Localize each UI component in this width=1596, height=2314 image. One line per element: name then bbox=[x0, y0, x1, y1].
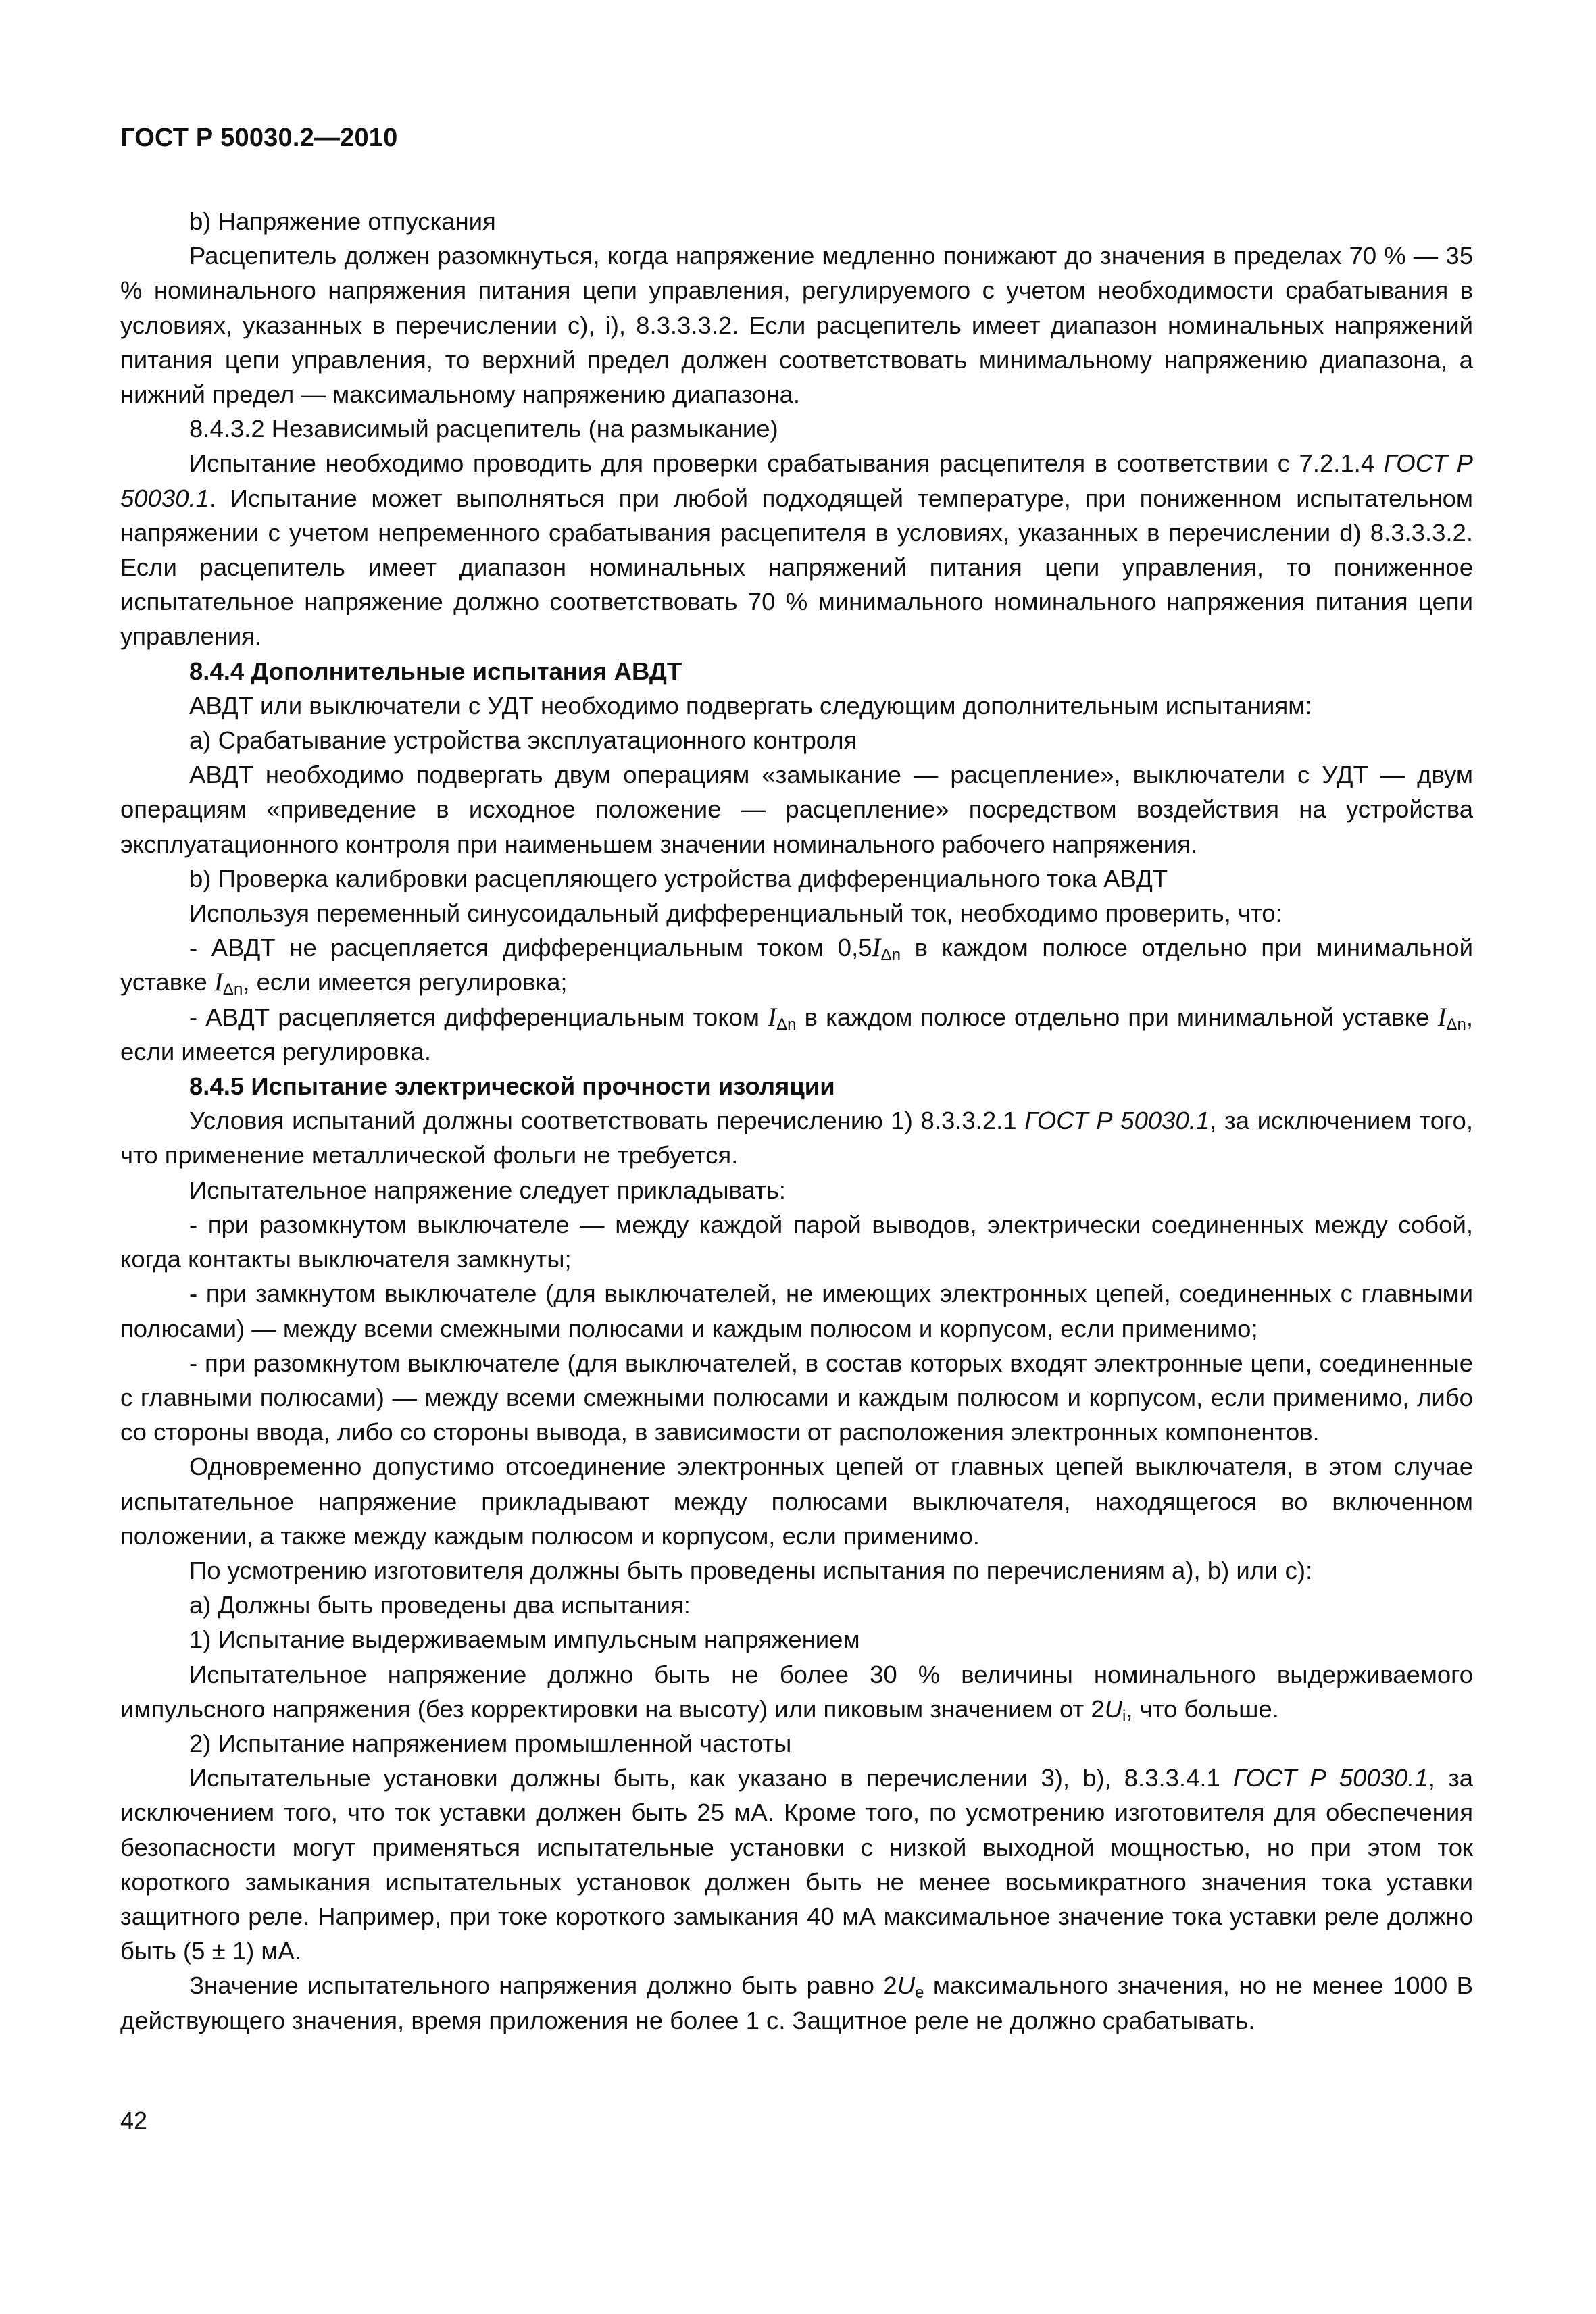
body-paragraph bbox=[120, 757, 1473, 861]
italic-text: ГОСТ Р 50030.1 bbox=[120, 449, 1474, 512]
italic-text: ГОСТ Р 50030.1 bbox=[1024, 1107, 1210, 1135]
page-number: 42 bbox=[120, 2107, 148, 2134]
subscript: Δn bbox=[222, 980, 243, 999]
body-paragraph bbox=[120, 930, 1473, 999]
body-paragraph bbox=[120, 1346, 1473, 1450]
body-paragraph bbox=[120, 1657, 1473, 1726]
text-run: Испытательное напряжение должно быть не более 30 % величины номинального выдерживаемого импульсного напряжения (без корректировки на высоту) или пиковым значением от 2 bbox=[120, 1660, 1473, 1723]
text-run: - при замкнутом выключателе (для выключателей, не имеющих электронных цепей, соединенных с главными полюсами) — между всеми смежными полюсами и каждым полюсом и корпусом, если применимо; bbox=[120, 1280, 1473, 1342]
body-paragraph bbox=[120, 1622, 1473, 1657]
text-run: Одновременно допустимо отсоединение электронных цепей от главных цепей выключателя, в этом случае испытательное напряжение прикладывают между полюсами выключателя, находящегося во включенном положении, а также между каждым полюсом и корпусом, если применимо. bbox=[120, 1453, 1473, 1550]
text-run: 1) Испытание выдерживаемым импульсным напряжением bbox=[189, 1626, 860, 1654]
subscript: Δn bbox=[776, 1015, 797, 1034]
text-run: , если имеется регулировка; bbox=[243, 968, 568, 997]
text-run: Используя переменный синусоидальный дифференциальный ток, необходимо проверить, что: bbox=[189, 899, 1282, 928]
text-run: Расцепитель должен разомкнуться, когда напряжение медленно понижают до значения в пределах 70 % — 35 % номинального напряжения питания цепи управления, регулируемого с учетом необходимости срабатывания в условиях, указанных в перечислении с), i), 8.3.3.3.2. Если расцепитель имеет диапазон номинальных напряжений питания цепи управления, то верхний предел должен соответствовать минимальному напряжению диапазона, а нижний предел — максимальному напряжению диапазона. bbox=[120, 242, 1473, 409]
page-body bbox=[120, 204, 1473, 2038]
text-run: b) Напряжение отпускания bbox=[189, 207, 496, 235]
text-run: - АВДТ расцепляется дифференциальным током bbox=[189, 1003, 768, 1031]
text-run: Испытательные установки должны быть, как указано в перечислении 3), b), 8.3.3.4.1 bbox=[189, 1764, 1233, 1792]
text-run: а) Должны быть проведены два испытания: bbox=[189, 1591, 691, 1619]
body-paragraph bbox=[120, 1726, 1473, 1761]
body-paragraph bbox=[120, 1553, 1473, 1588]
body-paragraph bbox=[120, 1000, 1473, 1069]
text-run: 8.4.4 Дополнительные испытания АВДТ bbox=[189, 657, 682, 685]
body-paragraph bbox=[120, 1173, 1473, 1207]
body-paragraph bbox=[120, 896, 1473, 930]
body-paragraph bbox=[120, 1103, 1473, 1172]
text-run: в каждом полюсе отдельно при минимальной уставке bbox=[120, 934, 1474, 997]
math-symbol: I bbox=[214, 967, 223, 997]
text-run: максимального значения, но не менее 1000 В действующего значения, время приложения не более 1 с. Защитное реле не должно срабатывать. bbox=[120, 1971, 1473, 2034]
text-run: 8.4.3.2 Независимый расцепитель (на размыкание) bbox=[189, 415, 778, 443]
math-symbol: I bbox=[768, 1002, 777, 1032]
body-paragraph bbox=[120, 861, 1473, 896]
subscript: i bbox=[1122, 1707, 1126, 1726]
text-run: АВДТ или выключатели с УДТ необходимо подвергать следующим дополнительным испытаниям: bbox=[189, 691, 1312, 720]
italic-text: ГОСТ Р 50030.1 bbox=[1232, 1764, 1428, 1792]
math-symbol: I bbox=[872, 933, 881, 963]
text-run: , за исключением того, что применение металлической фольги не требуется. bbox=[120, 1107, 1474, 1169]
text-run: . Испытание может выполняться при любой подходящей температуре, при пониженном испытательном напряжении с учетом непременного срабатывания расцепителя в условиях, указанных в перечислении d) 8.3.3.3.2. Если расцепитель имеет диапазон номинальных напряжений питания цепи управления, то пониженное испытательное напряжение должно соответствовать 70 % минимального номинального напряжения питания цепи управления. bbox=[120, 484, 1473, 651]
text-run: , если имеется регулировка. bbox=[120, 1003, 1473, 1065]
italic-text: U bbox=[897, 1971, 916, 2000]
text-run: Испытательное напряжение следует прикладывать: bbox=[189, 1176, 786, 1204]
text-run: 8.4.5 Испытание электрической прочности изоляции bbox=[189, 1072, 835, 1101]
document-header: ГОСТ Р 50030.2—2010 bbox=[120, 124, 398, 152]
body-paragraph bbox=[120, 1276, 1473, 1345]
subscript: Δn bbox=[1446, 1015, 1466, 1034]
text-run: в каждом полюсе отдельно при минимальной уставке bbox=[796, 1003, 1438, 1031]
text-run: а) Срабатывание устройства эксплуатационного контроля bbox=[189, 726, 857, 755]
section-heading bbox=[120, 1069, 1473, 1103]
body-paragraph bbox=[120, 1588, 1473, 1622]
math-symbol: I bbox=[1437, 1002, 1447, 1032]
subscript: e bbox=[915, 1984, 924, 2003]
section-heading bbox=[120, 654, 1473, 688]
text-run: , что больше. bbox=[1126, 1694, 1279, 1723]
text-run: По усмотрению изготовителя должны быть проведены испытания по перечислениям а), b) или с): bbox=[189, 1556, 1313, 1584]
body-paragraph bbox=[120, 723, 1473, 757]
text-run: - при разомкнутом выключателе — между каждой парой выводов, электрически соединенных между собой, когда контакты выключателя замкнуты; bbox=[120, 1210, 1473, 1274]
body-paragraph bbox=[120, 688, 1473, 723]
body-paragraph bbox=[120, 238, 1473, 411]
text-run: Испытание необходимо проводить для проверки срабатывания расцепителя в соответствии с 7.2.1.4 bbox=[189, 449, 1384, 478]
text-run: Условия испытаний должны соответствовать перечислению 1) 8.3.3.2.1 bbox=[189, 1107, 1025, 1135]
italic-text: U bbox=[1104, 1694, 1123, 1723]
text-run: 2) Испытание напряжением промышленной частоты bbox=[189, 1729, 792, 1757]
body-paragraph bbox=[120, 1449, 1473, 1553]
body-paragraph bbox=[120, 1761, 1473, 1968]
text-run: , за исключением того, что ток уставки должен быть 25 мА. Кроме того, по усмотрению изготовителя для обеспечения безопасности могут применяться испытательные установки с низкой выходной мощностью, но при этом ток короткого замыкания испытательных установок должен быть не менее восьмикратного значения тока уставки защитного реле. Например, при токе короткого замыкания 40 мА максимальное значение тока уставки реле должно быть (5 ± 1) мА. bbox=[120, 1764, 1473, 1965]
text-run: - при разомкнутом выключателе (для выключателей, в состав которых входят электронные цепи, соединенные с главными полюсами) — между всеми смежными полюсами и каждым полюсом и корпусом, если применимо, либо со стороны ввода, либо со стороны вывода, в зависимости от расположения электронных компонентов. bbox=[120, 1349, 1473, 1447]
text-run: АВДТ необходимо подвергать двум операциям «замыкание — расцепление», выключатели с УДТ — двум операциям «приведение в исходное положение — расцепление» посредством воздействия на устройства эксплуатационного контроля при наименьшем значении номинального рабочего напряжения. bbox=[120, 761, 1473, 858]
text-run: Значение испытательного напряжения должно быть равно 2 bbox=[189, 1971, 897, 2000]
body-paragraph bbox=[120, 411, 1473, 446]
body-paragraph bbox=[120, 446, 1473, 653]
text-run: - АВДТ не расцепляется дифференциальным током 0,5 bbox=[189, 934, 872, 962]
subscript: Δn bbox=[880, 946, 901, 965]
body-paragraph bbox=[120, 1968, 1473, 2037]
body-paragraph bbox=[120, 204, 1473, 238]
body-paragraph bbox=[120, 1207, 1473, 1276]
text-run: b) Проверка калибровки расцепляющего устройства дифференциального тока АВДТ bbox=[189, 864, 1168, 892]
